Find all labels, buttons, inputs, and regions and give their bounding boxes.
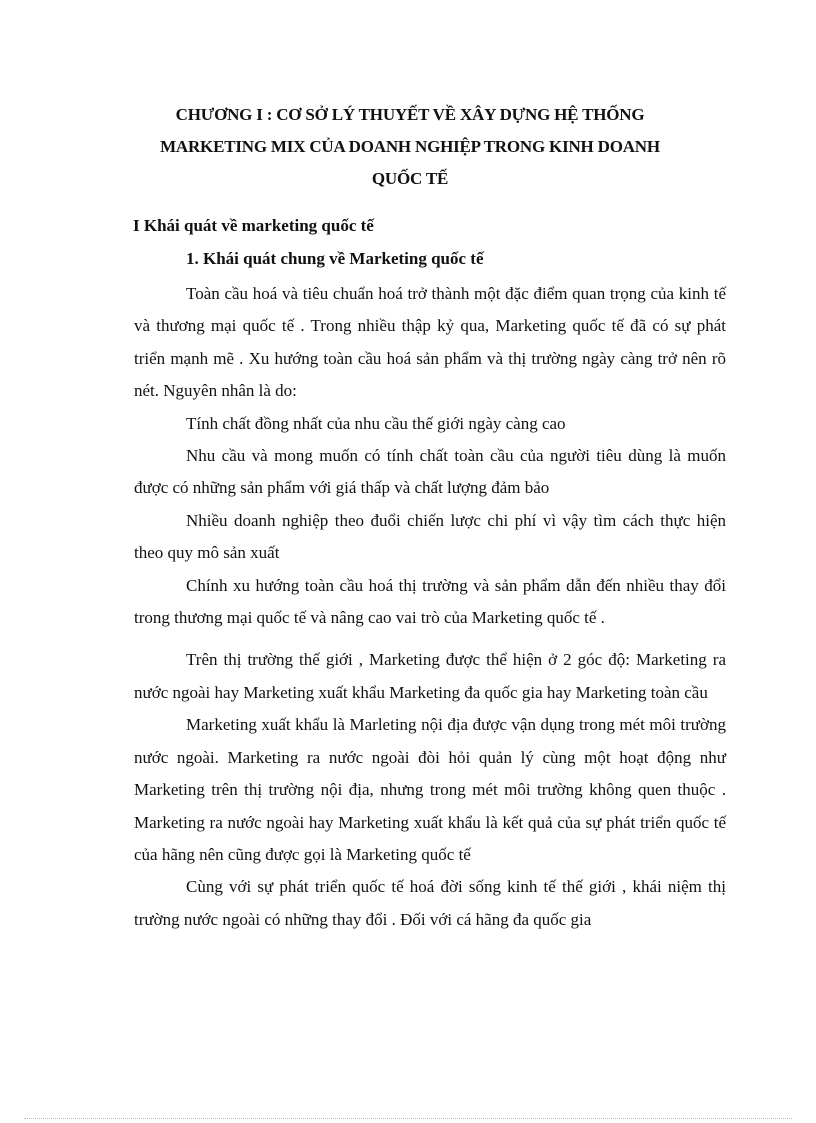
section-heading: I Khái quát về marketing quốc tế [133, 216, 374, 235]
body-text [134, 278, 726, 936]
chapter-title-line-3: QUỐC TẾ [371, 169, 449, 188]
chapter-title-line-2: MARKETING MIX CỦA DOANH NGHIỆP TRONG KINH DOANH [160, 137, 660, 156]
subsection-heading: 1. Khái quát chung về Marketing quốc tế [186, 249, 484, 268]
paragraph: Toàn cầu hoá và tiêu chuẩn hoá trở thành một đặc điểm quan trọng của kinh tế và thương mại quốc tế . Trong nhiều thập kỷ qua, Marketing quốc tế đã có sự phát triển mạnh mẽ . Xu hướng toàn cầu hoá sản phẩm và thị trường ngày càng trở nên rõ nét. Nguyên nhân là do: [134, 284, 726, 401]
chapter-title-line-1: CHƯƠNG I : CƠ SỞ LÝ THUYẾT VỀ XÂY DỰNG HỆ THỐNG [175, 105, 645, 124]
paragraph: Marketing xuất khẩu là Marleting nội địa được vận dụng trong mét môi trường nước ngoài. Marketing ra nước ngoài đòi hỏi quản lý cùng một hoạt động như Marketing trên thị trường nội địa, nhưng trong mét môi trường không quen thuộc . Marketing ra nước ngoài hay Marketing xuất khẩu là kết quả của sự phát triển quốc tế của hãng nên cũng được gọi là Marketing quốc tế [134, 715, 726, 864]
paragraph: Trên thị trường thế giới , Marketing được thể hiện ở 2 góc độ: Marketing ra nước ngoài hay Marketing xuất khẩu Marketing đa quốc gia hay Marketing toàn cầu [134, 650, 726, 702]
page-bottom-divider [24, 1118, 792, 1119]
paragraph: Tính chất đồng nhất của nhu cầu thế giới ngày càng cao [186, 413, 566, 433]
paragraph: Chính xu hướng toàn cầu hoá thị trường và sản phẩm dẫn đến nhiều thay đổi trong thương mại quốc tế và nâng cao vai trò của Marketing quốc tế . [134, 575, 726, 628]
paragraph: Nhiều doanh nghiệp theo đuổi chiến lược chi phí vì vậy tìm cách thực hiện theo quy mô sản xuất [134, 510, 726, 563]
chapter-title [100, 99, 720, 195]
paragraph: Cùng với sự phát triển quốc tế hoá đời sống kinh tế thế giới , khái niệm thị trường nước ngoài có những thay đổi . Đối với cá hãng đa quốc gia [134, 877, 726, 929]
paragraph: Nhu cầu và mong muốn có tính chất toàn cầu của người tiêu dùng là muốn được có những sản phẩm với giá thấp và chất lượng đảm bảo [134, 446, 726, 498]
